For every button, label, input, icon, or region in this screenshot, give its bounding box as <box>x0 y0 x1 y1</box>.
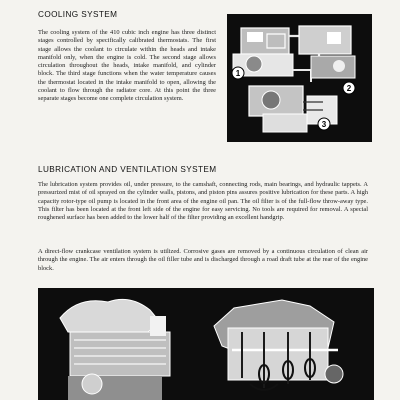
cooling-system-diagram <box>227 14 372 142</box>
lubrication-paragraph: The lubrication system provides oil, under pressure, to the camshaft, connecting rods, main bearings, and hydraulic tappets. A pressurized mist of oil sprayed on the cylinder walls, pistons, and piston pins assures positive lubrication for these parts. A high capacity rotor-type oil pump is located in the front area of the engine oil pan. The oil filter is of the full-flow throw-away type. This filter has been located at the front left side of the engine for easy servicing. No tools are required for removal. A special roughened surface has been added to the lower half of the filter providing an excellent handgrip. <box>38 181 368 221</box>
svg-text:2: 2 <box>346 84 352 93</box>
ventilation-paragraph: A direct-flow crankcase ventilation system is utilized. Corrosive gases are removed by a continuous circulation of clean air through the engine. The air enters through the oil filler tube and is discharged through a road draft tube at the rear of the engine block. <box>38 248 368 272</box>
svg-text:1: 1 <box>235 69 241 78</box>
stage-1-badge <box>232 67 244 79</box>
engine-lubrication-cutaway <box>214 300 343 390</box>
lubrication-ventilation-heading: LUBRICATION AND VENTILATION SYSTEM <box>38 165 217 174</box>
stage-2-badge <box>343 82 355 94</box>
engine-ventilation-illustration <box>60 299 170 400</box>
svg-text:3: 3 <box>321 120 327 129</box>
lubrication-ventilation-diagram <box>38 288 374 400</box>
cooling-system-heading: COOLING SYSTEM <box>38 10 118 19</box>
cooling-system-paragraph: The cooling system of the 410 cubic inch engine has three distinct stages controlled by specifically calibrated thermostats. The first stage allows the coolant to circulate within the heads and intake manifold only, when the engine is cold. The second stage allows circulation throughout the heads, intake manifold, and cylinder block. The third stage functions when the water temperature causes the thermostat located in the intake manifold to open, allowing the coolant to flow through the radiator core. At this point the three separate stages become one complete circulation system. <box>38 29 216 102</box>
stage-3-badge <box>318 118 330 130</box>
